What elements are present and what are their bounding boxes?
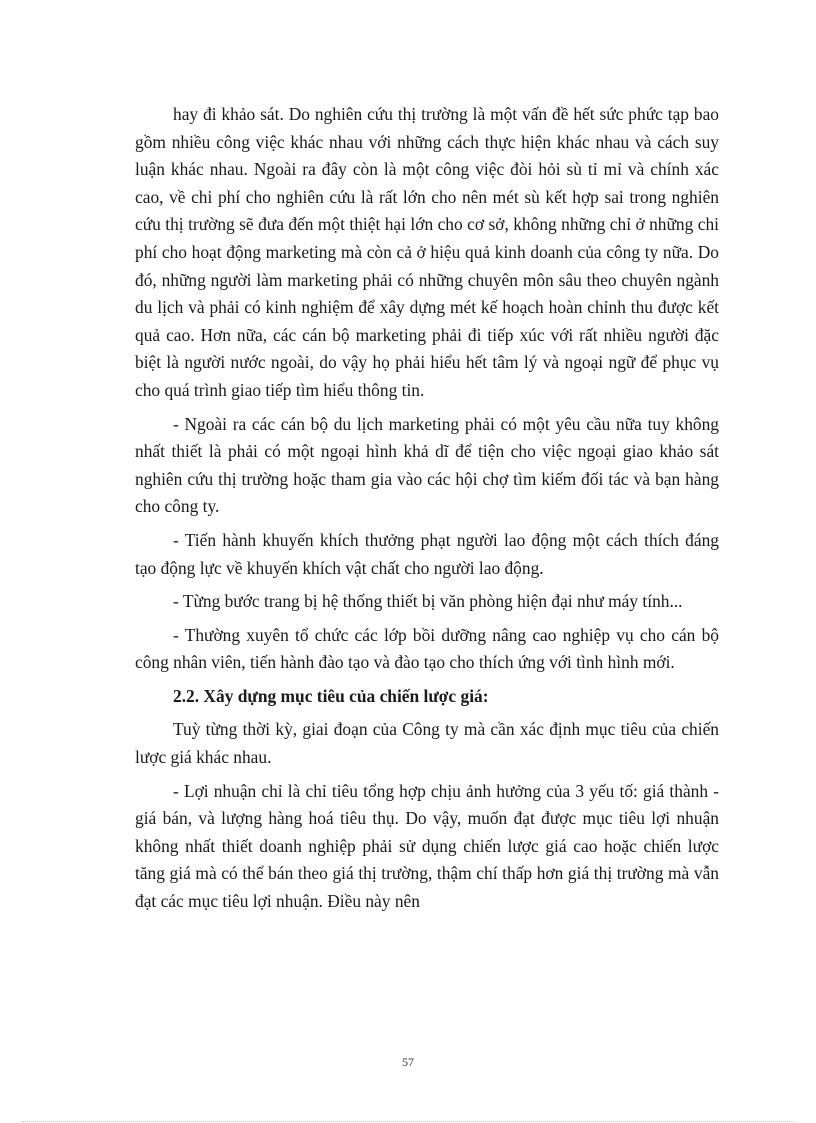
page-number: 57	[402, 1055, 414, 1069]
paragraph-training: - Thường xuyên tổ chức các lớp bồi dưỡng nâng cao nghiệp vụ cho cán bộ công nhân viên, tiến hành đào tạo và đào tạo cho thích ứng với tình hình mới.	[135, 624, 719, 673]
paragraph-price-objectives: Tuỳ từng thời kỳ, giai đoạn của Công ty mà cần xác định mục tiêu của chiến lược giá khác nhau.	[135, 719, 719, 768]
paragraph-staff-appearance: - Ngoài ra các cán bộ du lịch marketing phải có một yêu cầu nữa tuy không nhất thiết là phải có một ngoại hình khả dĩ để tiện cho việc ngoại giao khảo sát nghiên cứu thị trường hoặc tham gia vào các hội chợ tìm kiếm đối tác và bạn hàng cho công ty.	[135, 413, 719, 517]
paragraph-intro-continued: hay đi khảo sát. Do nghiên cứu thị trường là một vấn đề hết sức phức tạp bao gồm nhiều công việc khác nhau với những cách thực hiện khác nhau và cách suy luận khác nhau. Ngoài ra đây còn là một công việc đòi hỏi sù tỉ mỉ và chính xác cao, về chi phí cho nghiên cứu là rất lớn cho nên mét sù kết hợp sai trong nghiên cứu thị trường sẽ đưa đến một thiệt hại lớn cho cơ sở, không những chỉ ở những chi phí cho hoạt động marketing mà còn cả ở hiệu quả kinh doanh của công ty nữa. Do đó, những người làm marketing phải có những chuyên môn sâu theo chuyên ngành du lịch và phải có kinh nghiệm để xây dựng mét kế hoạch hoàn chỉnh thu được kết quả cao. Hơn nữa, các cán bộ marketing phải đi tiếp xúc với rất nhiều người đặc biệt là người nước ngoài, do vậy họ phải hiểu hết tâm lý và ngoại ngữ để phục vụ cho quá trình giao tiếp tìm hiểu thông tin.	[135, 104, 719, 400]
document-body	[135, 101, 719, 922]
page-bottom-divider	[22, 1121, 794, 1122]
paragraph-office-equipment: - Từng bước trang bị hệ thống thiết bị văn phòng hiện đại như máy tính...	[173, 591, 683, 612]
paragraph-incentives: - Tiến hành khuyến khích thưởng phạt người lao động một cách thích đáng tạo động lực về khuyến khích vật chất cho người lao động.	[135, 529, 719, 578]
paragraph-profit: - Lợi nhuận chỉ là chỉ tiêu tổng hợp chịu ảnh hưởng của 3 yếu tố: giá thành - giá bán, và lượng hàng hoá tiêu thụ. Do vậy, muốn đạt được mục tiêu lợi nhuận không nhất thiết doanh nghiệp phải sử dụng chiến lược giá cao hoặc chiến lược tăng giá mà có thể bán theo giá thị trường, thậm chí thấp hơn giá thị trường mà vẫn đạt các mục tiêu lợi nhuận. Điều này nên	[135, 780, 719, 912]
section-heading: 2.2. Xây dựng mục tiêu của chiến lược giá:	[173, 685, 489, 706]
